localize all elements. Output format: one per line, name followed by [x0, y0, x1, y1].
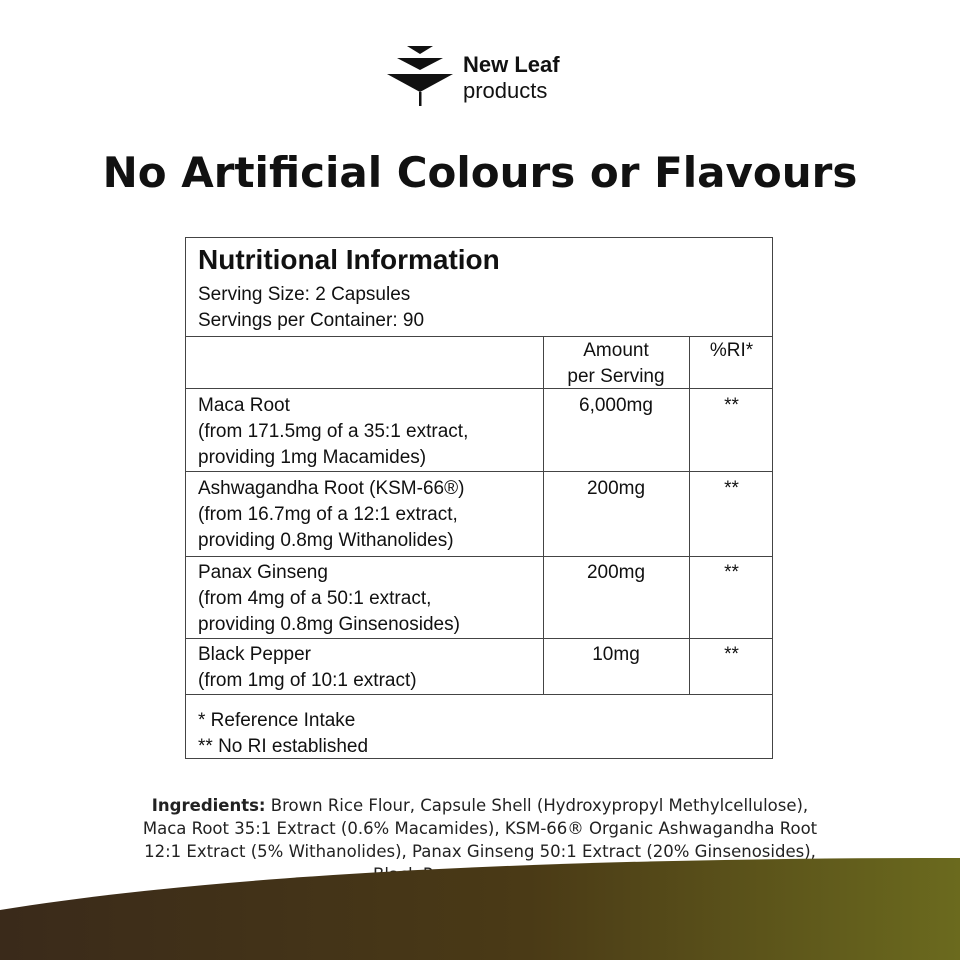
- table-row-label: [198, 393, 468, 471]
- row-line: (from 171.5mg of a 35:1 extract,: [198, 421, 469, 442]
- table-row-label: [198, 560, 460, 638]
- footnote: ** No RI established: [198, 736, 369, 757]
- row-line: (from 16.7mg of a 12:1 extract,: [198, 504, 458, 525]
- ingredients-line: [80, 794, 880, 817]
- ingredients-line2: Maca Root 35:1 Extract (0.6% Macamides), KSM-66® Organic Ashwagandha Root: [142, 819, 818, 838]
- divider: [186, 471, 772, 472]
- footnote: * Reference Intake: [198, 710, 356, 731]
- nutrition-panel: [185, 237, 773, 759]
- divider: [186, 638, 772, 639]
- amount-header: [543, 336, 689, 390]
- column-divider: [689, 336, 690, 694]
- leaf-tree-icon: [385, 40, 455, 110]
- row-ri: **: [724, 478, 739, 499]
- table-row-label: [198, 476, 464, 554]
- row-line: Maca Root: [198, 395, 290, 416]
- panel-header: [186, 238, 772, 338]
- divider: [186, 556, 772, 557]
- row-line: (from 4mg of a 50:1 extract,: [198, 588, 432, 609]
- table-row-label: [198, 642, 417, 694]
- row-amount: 6,000mg: [579, 395, 653, 416]
- row-line: providing 1mg Macamides): [198, 447, 427, 468]
- row-line: Panax Ginseng: [198, 562, 328, 583]
- row-line: providing 0.8mg Ginsenosides): [198, 614, 460, 635]
- serving-size: Serving Size: 2 Capsules: [198, 284, 411, 305]
- page-headline: No Artificial Colours or Flavours: [102, 148, 858, 197]
- brand-subtitle: products: [463, 78, 548, 103]
- row-ri: **: [724, 395, 739, 416]
- row-amount: 10mg: [592, 644, 640, 665]
- bottom-wave-decoration: [0, 850, 960, 960]
- row-line: Ashwagandha Root (KSM-66®): [198, 478, 465, 499]
- row-amount: 200mg: [586, 562, 646, 583]
- panel-title: Nutritional Information: [198, 244, 500, 275]
- brand-name: New Leaf: [463, 52, 560, 77]
- row-line: (from 1mg of 10:1 extract): [198, 670, 417, 691]
- servings-per-container: Servings per Container: 90: [198, 310, 425, 331]
- row-ri: **: [724, 562, 739, 583]
- brand-logo: [385, 40, 585, 110]
- row-amount: 200mg: [586, 478, 646, 499]
- divider: [186, 694, 772, 695]
- amount-header-line1: Amount: [583, 340, 649, 361]
- ingredients-line3: 12:1 Extract (5% Withanolides), Panax Ginseng 50:1 Extract (20% Ginsenosides),: [144, 842, 816, 861]
- row-line: providing 0.8mg Withanolides): [198, 530, 454, 551]
- row-line: Black Pepper: [198, 644, 312, 665]
- ingredients-label: Ingredients:: [151, 796, 266, 815]
- amount-header-line2: per Serving: [567, 366, 665, 387]
- ingredients-line1: Brown Rice Flour, Capsule Shell (Hydroxypropyl Methylcellulose),: [265, 796, 809, 815]
- ri-header: %RI*: [709, 340, 754, 361]
- row-ri: **: [724, 644, 739, 665]
